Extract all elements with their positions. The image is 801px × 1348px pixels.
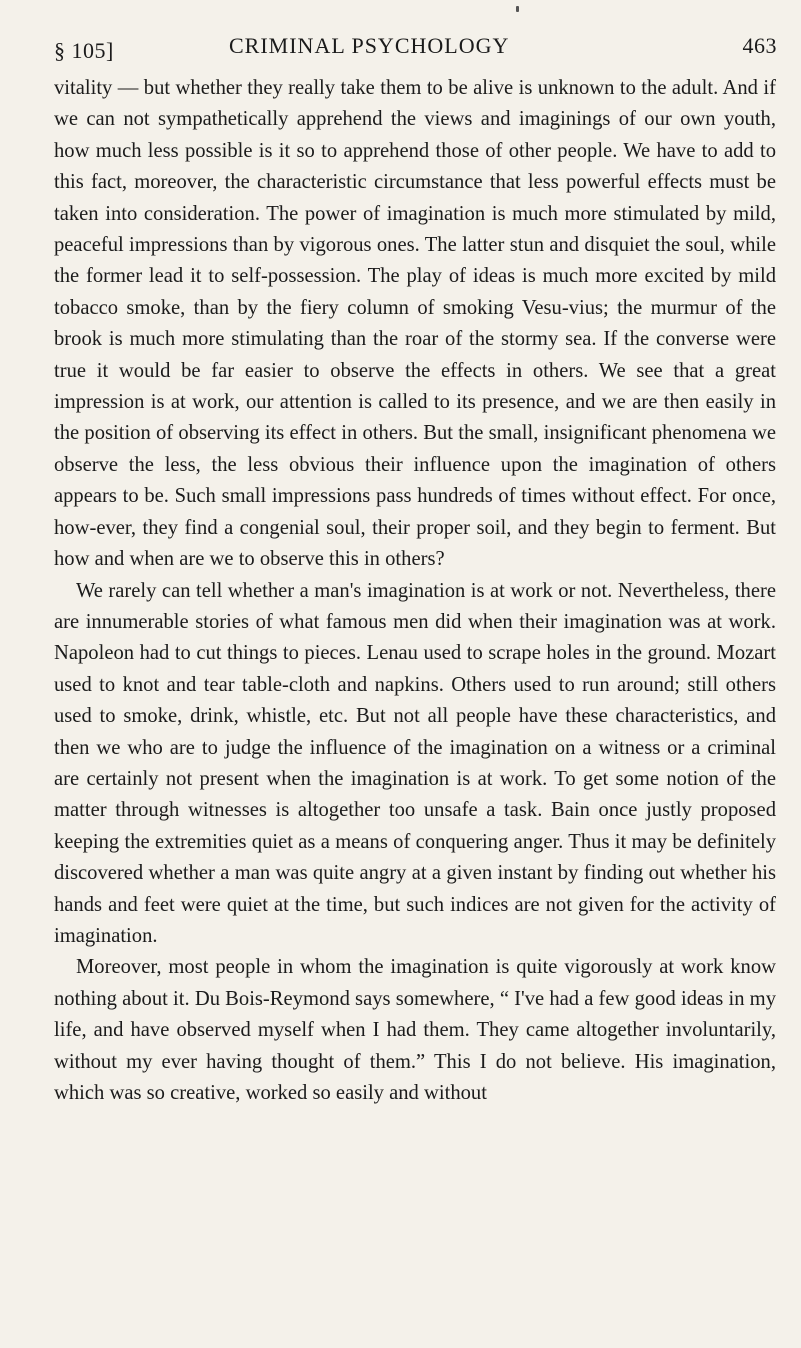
running-header <box>54 30 777 70</box>
running-title: CRIMINAL PSYCHOLOGY <box>229 33 510 58</box>
body-text <box>54 73 776 1109</box>
paragraph-1: vitality — but whether they really take them to be alive is unknown to the adult. And if we can not sympathetically apprehend the views and imaginings of our own youth, how much less possible is it so to apprehend those of other people. We have to add to this fact, moreover, the characteristic circumstance that less powerful effects must be taken into consideration. The power of imagination is much more stimulated by mild, peaceful impressions than by vigorous ones. The latter stun and disquiet the soul, while the former lead it to self-possession. The play of ideas is much more excited by mild tobacco smoke, than by the fiery column of smoking Vesu-vius; the murmur of the brook is much more stimulating than the roar of the stormy sea. If the converse were true it would be far easier to observe the effects in others. We see that a great impression is at work, our attention is called to its presence, and we are then easily in the position of observing its effect in others. But the small, insignificant phenomena we observe the less, the less obvious their influence upon the imagination of others appears to be. Such small impressions pass hundreds of times without effect. For once, how-ever, they find a congenial soul, their proper soil, and they begin to ferment. But how and when are we to observe this in others? <box>54 77 776 571</box>
paragraph-3: Moreover, most people in whom the imagination is quite vigorously at work know nothing about it. Du Bois-Reymond says somewhere, “ I've had a few good ideas in my life, and have observed myself when I had them. They came altogether involuntarily, without my ever having thought of them.” This I do not believe. His imagination, which was so creative, worked so easily and without <box>54 956 776 1104</box>
page-number: 463 <box>742 33 777 58</box>
paragraph-2: We rarely can tell whether a man's imagination is at work or not. Nevertheless, there are innumerable stories of what famous men did when their imagination was at work. Napoleon had to cut things to pieces. Lenau used to scrape holes in the ground. Mozart used to knot and tear table-cloth and napkins. Others used to run around; still others used to smoke, drink, whistle, etc. But not all people have these characteristics, and then we who are to judge the influence of the imagination on a witness or a criminal are certainly not present when the imagination is at work. To get some notion of the matter through witnesses is altogether too unsafe a task. Bain once justly proposed keeping the extremities quiet as a means of conquering anger. Thus it may be definitely discovered whether a man was quite angry at a given instant by finding out whether his hands and feet were quiet at the time, but such indices are not given for the activity of imagination. <box>54 579 776 947</box>
section-number: § 105] <box>54 38 114 63</box>
print-speck <box>516 6 519 12</box>
